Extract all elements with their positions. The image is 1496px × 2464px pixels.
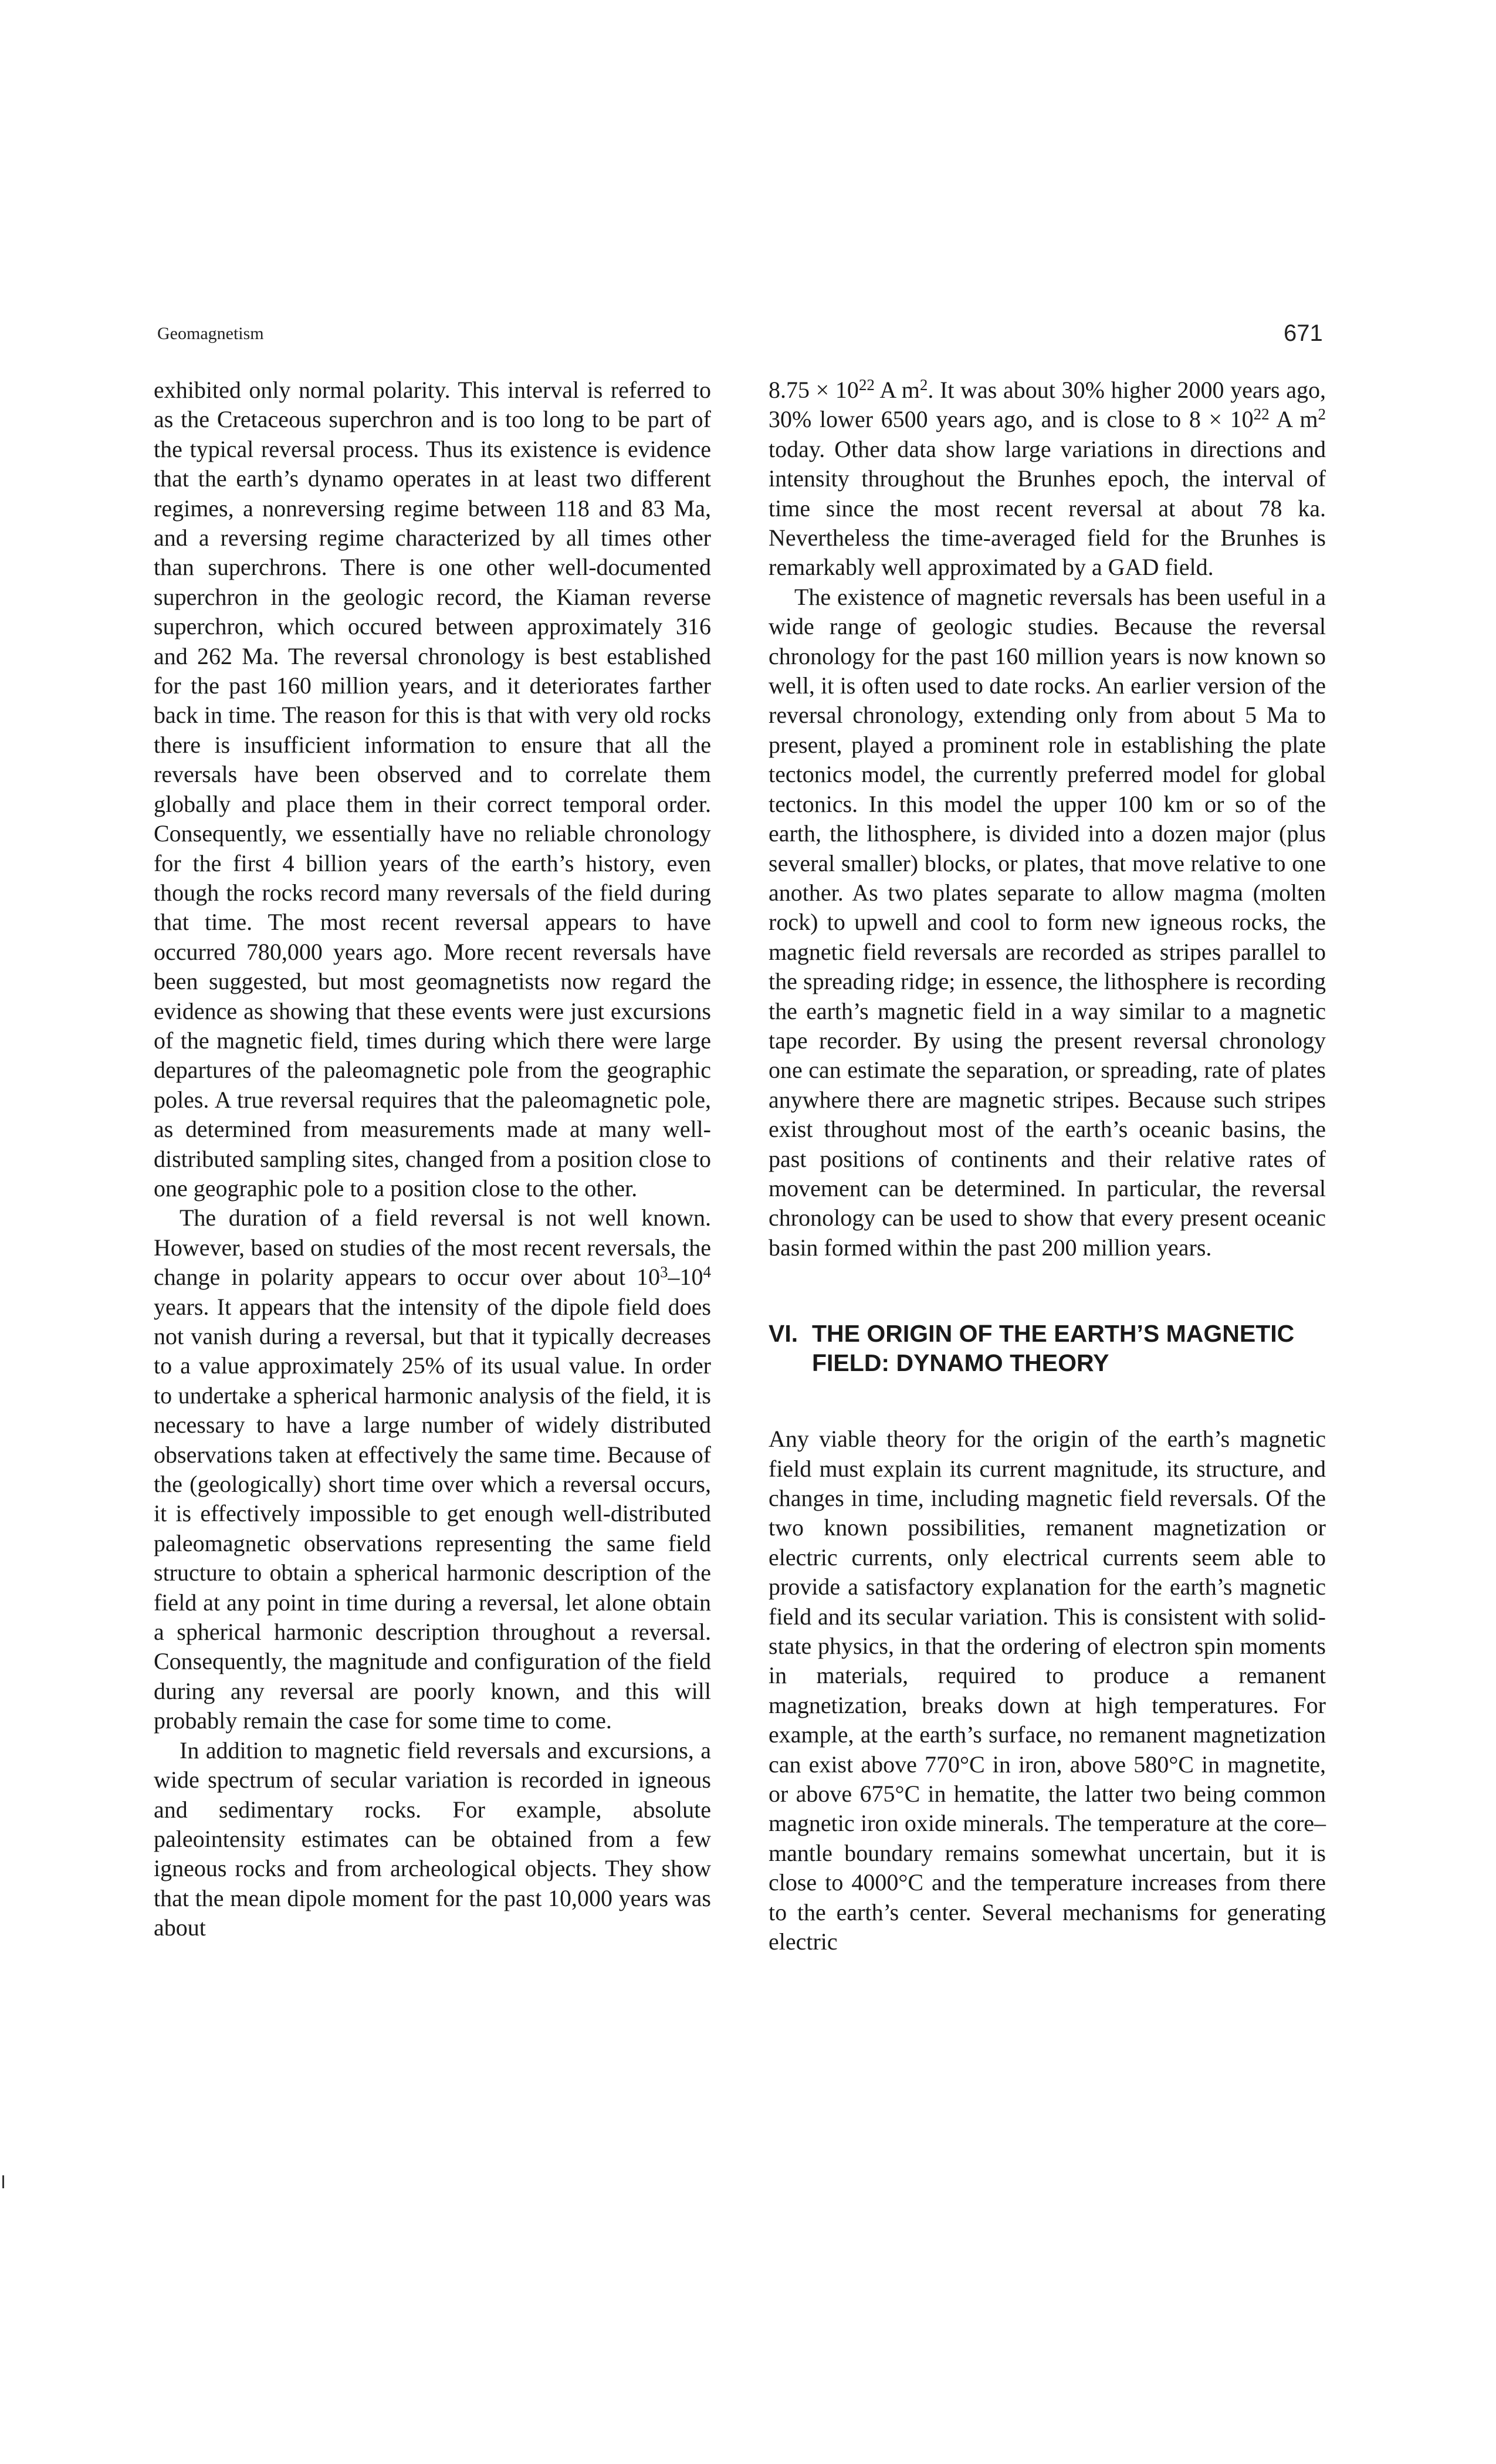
left-column <box>154 375 711 1943</box>
text-run: A m <box>1269 406 1318 433</box>
superscript: 22 <box>858 376 875 394</box>
margin-tick-mark <box>2 2175 4 2188</box>
paragraph-dynamo-theory: Any viable theory for the origin of the earth’s magnetic field must explain its current magnitude, its structure, and changes in time, including magnetic field reversals. Of the two known possibilities, remanent magnetization or electric currents, only electrical currents seem able to provide a satisfactory explanation for the earth’s magnetic field and its secular variation. This is consistent with solid-state physics, in that the ordering of electron spin moments in materials, required to produce a remanent magnetization, breaks down at high temperatures. For example, at the earth’s surface, no remanent magnetization can exist above 770°C in iron, above 580°C in magnetite, or above 675°C in hematite, the latter two being common magnetic iron oxide minerals. The temperature at the core–mantle boundary remains somewhat uncertain, but it is close to 4000°C and the temperature increases from there to the earth’s center. Several mechanisms for generating electric <box>769 1426 1326 1955</box>
paragraph-reversal-duration <box>154 1203 711 1735</box>
right-column <box>769 375 1326 1957</box>
paragraph-secular-variation: In addition to magnetic field reversals and excursions, a wide spectrum of secular variation is recorded in igneous and sedimentary rocks. For example, absolute paleointensity estimates can be obtained from a few igneous rocks and from archeological objects. They show that the mean dipole moment for the past 10,000 years was about <box>154 1737 711 1941</box>
text-run: today. Other data show large variations in directions and intensity throughout the Brunhes epoch, the interval of time since the most recent reversal at about 78 ka. Nevertheless the time-averaged field for the Brunhes is remarkably well approximated by a GAD field. <box>769 435 1326 581</box>
superscript: 22 <box>1253 405 1270 424</box>
section-number: VI. <box>769 1320 798 1348</box>
superscript: 3 <box>660 1263 668 1281</box>
paragraph-plate-tectonics: The existence of magnetic reversals has been useful in a wide range of geologic studies. Because the reversal chronology for the past 160 million years is now known so well, it is often used to date rocks. An earlier version of the reversal chronology, extending only from about 5 Ma to present, played a prominent role in establishing the plate tectonics model, the currently preferred model for global tectonics. In this model the upper 100 km or so of the earth, the lithosphere, is divided into a dozen major (plus several smaller) blocks, or plates, that move relative to one another. As two plates separate to allow magma (molten rock) to upwell and cool to form new igneous rocks, the magnetic field reversals are recorded as stripes parallel to the spreading ridge; in essence, the lithosphere is recording the earth’s magnetic field in a way similar to a magnetic tape recorder. By using the present reversal chronology one can estimate the separation, or spreading, rate of plates anywhere there are magnetic stripes. Because such stripes exist throughout most of the earth’s oceanic basins, the past positions of continents and their relative rates of movement can be determined. In particular, the reversal chronology can be used to show that every present oceanic basin formed within the past 200 million years. <box>769 583 1326 1261</box>
superscript: 4 <box>703 1263 711 1281</box>
running-head: Geomagnetism <box>157 324 264 343</box>
text-run: –10 <box>668 1264 703 1291</box>
text-run: years. It appears that the intensity of the dipole field does not vanish during a reversal, but that it typically decreases to a value approximately 25% of its usual value. In order to undertake a spherical harmonic analysis of the field, it is necessary to have a large number of widely distributed observations taken at effectively the same time. Because of the (geologically) short time over which a reversal occurs, it is effectively impossible to get enough well-distributed paleomagnetic observations representing the same field structure to obtain a spherical harmonic description of the field at any point in time during a reversal, let alone obtain a spherical harmonic description throughout a reversal. Consequently, the magnitude and configuration of the field during any reversal are poorly known, and this will probably remain the case for some time to come. <box>154 1293 711 1734</box>
text-run: A m <box>874 377 920 403</box>
superscript: 2 <box>919 376 928 394</box>
text-run: 8.75 × 10 <box>769 377 859 403</box>
section-title: THE ORIGIN OF THE EARTH’S MAGNETIC FIELD: DYNAMO THEORY <box>812 1320 1295 1377</box>
text-run: The duration of a field reversal is not well known. However, based on studies of the most recent reversals, the change in polarity appears to occur over about 10 <box>154 1204 711 1291</box>
text-run: . It was about 30% higher 2000 years ago, 30% lower 6500 years ago, and is close to 8 × 10 <box>769 377 1326 433</box>
page-number: 671 <box>1284 320 1323 346</box>
superscript: 2 <box>1318 405 1326 424</box>
section-heading <box>769 1319 1326 1377</box>
paragraph-dipole-moment <box>769 375 1326 583</box>
paragraph-superchron: exhibited only normal polarity. This interval is referred to as the Cretaceous superchron and is too long to be part of the typical reversal process. Thus its existence is evidence that the earth’s dynamo operates in at least two different regimes, a nonreversing regime between 118 and 83 Ma, and a reversing regime characterized by all times other than superchrons. There is one other well-documented superchron in the geologic record, the Kiaman reverse superchron, which occured between approximately 316 and 262 Ma. The reversal chronology is best established for the past 160 million years, and it deteriorates farther back in time. The reason for this is that with very old rocks there is insufficient information to ensure that all the reversals have been observed and to correlate them globally and place them in their correct temporal order. Consequently, we essentially have no reliable chronology for the first 4 billion years of the earth’s history, even though the rocks record many reversals of the field during that time. The most recent reversal appears to have occurred 780,000 years ago. More recent reversals have been suggested, but most geomagnetists now regard the evidence as showing that these events were just excursions of the magnetic field, times during which there were large departures of the paleomagnetic pole from the geographic poles. A true reversal requires that the paleomagnetic pole, as determined from measurements made at many well-distributed sampling sites, changed from a position close to one geographic pole to a position close to the other. <box>154 377 711 1201</box>
